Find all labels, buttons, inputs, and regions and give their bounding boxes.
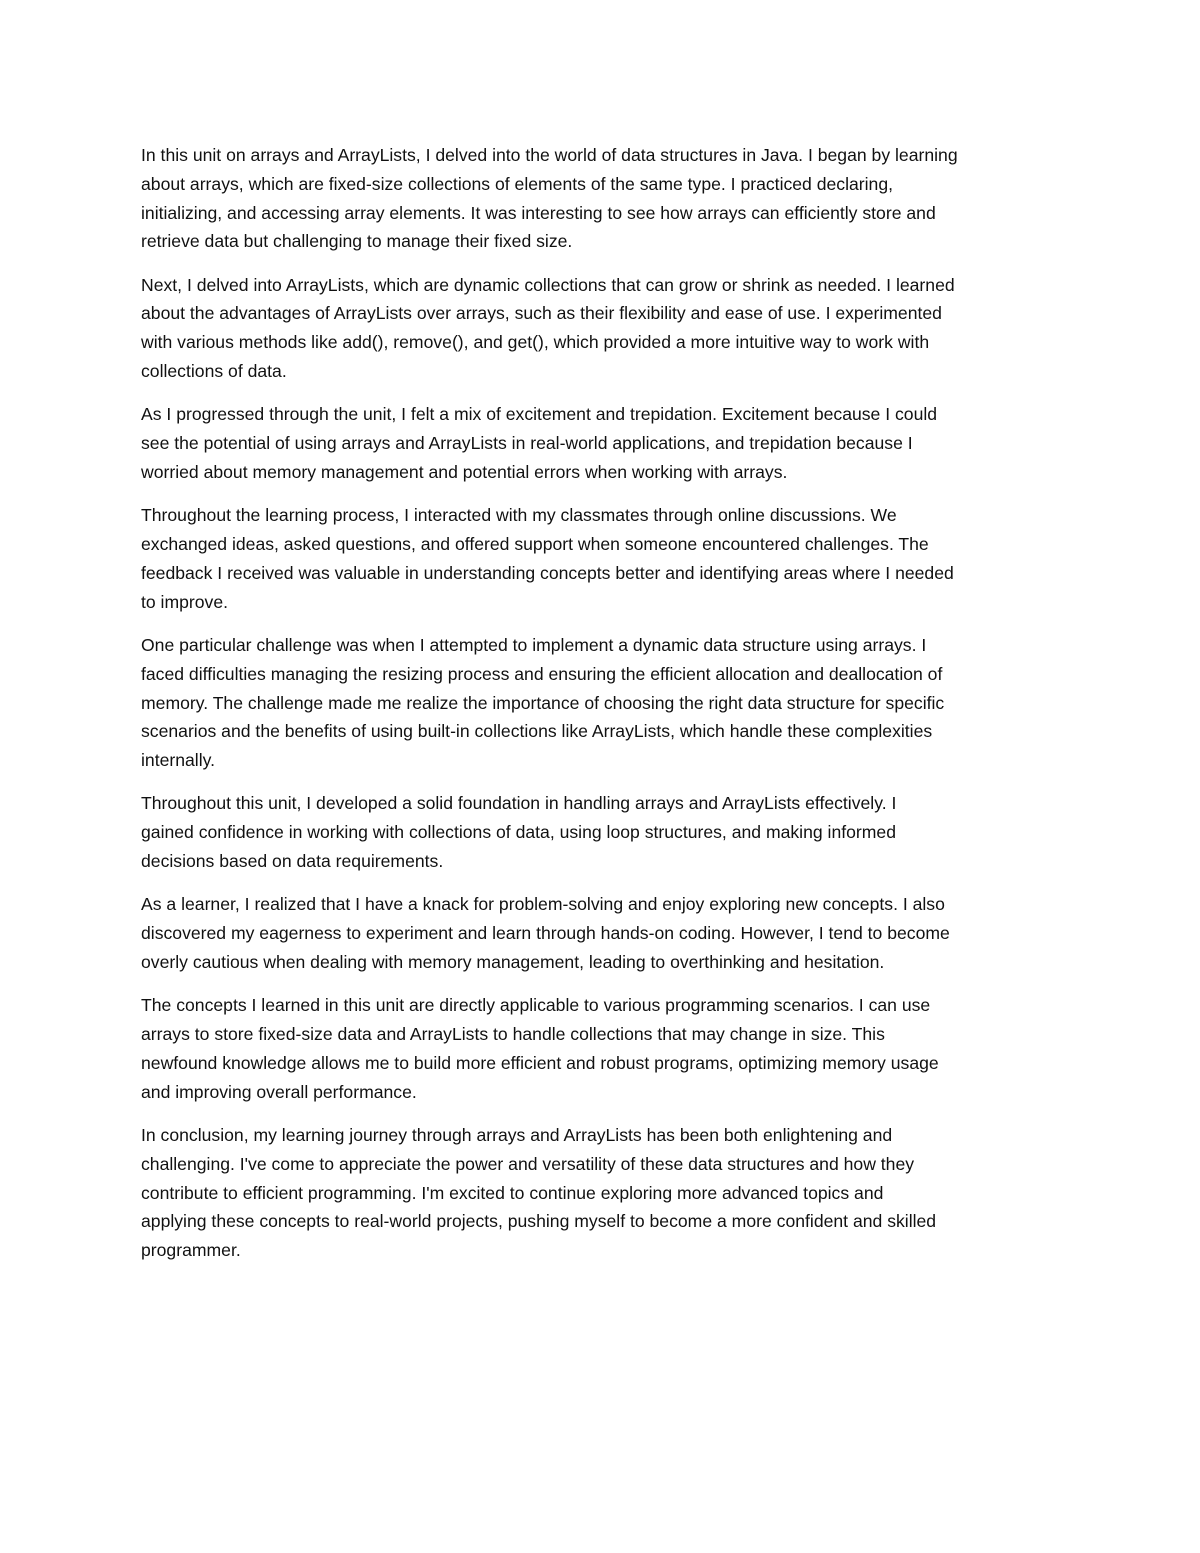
paragraph-6 (141, 789, 1066, 875)
text-line: Throughout the learning process, I interacted with my classmates through online discussions. We (141, 505, 897, 526)
text-line: newfound knowledge allows me to build more efficient and robust programs, optimizing memory usage (141, 1052, 939, 1073)
text-line: applying these concepts to real-world projects, pushing myself to become a more confident and skilled (141, 1211, 937, 1232)
text-line: contribute to efficient programming. I'm excited to continue exploring more advanced topics and (141, 1182, 884, 1203)
document-body (141, 141, 1066, 1279)
text-line: Next, I delved into ArrayLists, which are dynamic collections that can grow or shrink as needed. I learned (141, 274, 955, 295)
text-line: initializing, and accessing array elements. It was interesting to see how arrays can efficiently store and (141, 202, 936, 223)
text-line: overly cautious when dealing with memory management, leading to overthinking and hesitation. (141, 951, 885, 972)
text-line: to improve. (141, 591, 229, 612)
paragraph-7 (141, 890, 1066, 976)
text-line: decisions based on data requirements. (141, 851, 444, 872)
text-line: and improving overall performance. (141, 1081, 417, 1102)
text-line: programmer. (141, 1240, 241, 1261)
text-line: memory. The challenge made me realize the importance of choosing the right data structure for specific (141, 692, 945, 713)
text-line: worried about memory management and potential errors when working with arrays. (141, 461, 788, 482)
text-line: exchanged ideas, asked questions, and offered support when someone encountered challenges. The (141, 534, 929, 555)
paragraph-3 (141, 400, 1066, 486)
paragraph-9 (141, 1121, 1066, 1265)
text-line: retrieve data but challenging to manage their fixed size. (141, 231, 573, 252)
text-line: faced difficulties managing the resizing process and ensuring the efficient allocation and deallocation of (141, 663, 943, 684)
paragraph-1 (141, 141, 1066, 256)
text-line: In conclusion, my learning journey through arrays and ArrayLists has been both enlightening and (141, 1124, 893, 1145)
text-line: One particular challenge was when I attempted to implement a dynamic data structure using arrays. I (141, 634, 927, 655)
text-line: internally. (141, 750, 215, 771)
text-line: gained confidence in working with collections of data, using loop structures, and making informed (141, 822, 897, 843)
text-line: challenging. I've come to appreciate the power and versatility of these data structures and how they (141, 1153, 915, 1174)
paragraph-5 (141, 631, 1066, 775)
text-line: As I progressed through the unit, I felt a mix of excitement and trepidation. Excitement because I could (141, 404, 938, 425)
text-line: about the advantages of ArrayLists over arrays, such as their flexibility and ease of use. I experimented (141, 303, 942, 324)
text-line: see the potential of using arrays and ArrayLists in real-world applications, and trepidation because I (141, 433, 913, 454)
paragraph-4 (141, 501, 1066, 616)
text-line: collections of data. (141, 361, 287, 382)
text-line: about arrays, which are fixed-size collections of elements of the same type. I practiced declaring, (141, 173, 894, 194)
text-line: arrays to store fixed-size data and ArrayLists to handle collections that may change in size. This (141, 1024, 885, 1045)
text-line: discovered my eagerness to experiment and learn through hands-on coding. However, I tend to become (141, 923, 950, 944)
text-line: In this unit on arrays and ArrayLists, I delved into the world of data structures in Java. I began by learning (141, 145, 958, 165)
text-line: Throughout this unit, I developed a solid foundation in handling arrays and ArrayLists effectively. I (141, 793, 897, 814)
text-line: scenarios and the benefits of using built-in collections like ArrayLists, which handle these complexities (141, 721, 933, 742)
text-line: The concepts I learned in this unit are directly applicable to various programming scenarios. I can use (141, 995, 931, 1016)
paragraph-2 (141, 271, 1066, 386)
text-line: with various methods like add(), remove(), and get(), which provided a more intuitive way to work with (141, 332, 930, 353)
paragraph-8 (141, 991, 1066, 1106)
text-line: feedback I received was valuable in understanding concepts better and identifying areas where I needed (141, 562, 954, 583)
text-line: As a learner, I realized that I have a knack for problem-solving and enjoy exploring new concepts. I also (141, 894, 945, 915)
